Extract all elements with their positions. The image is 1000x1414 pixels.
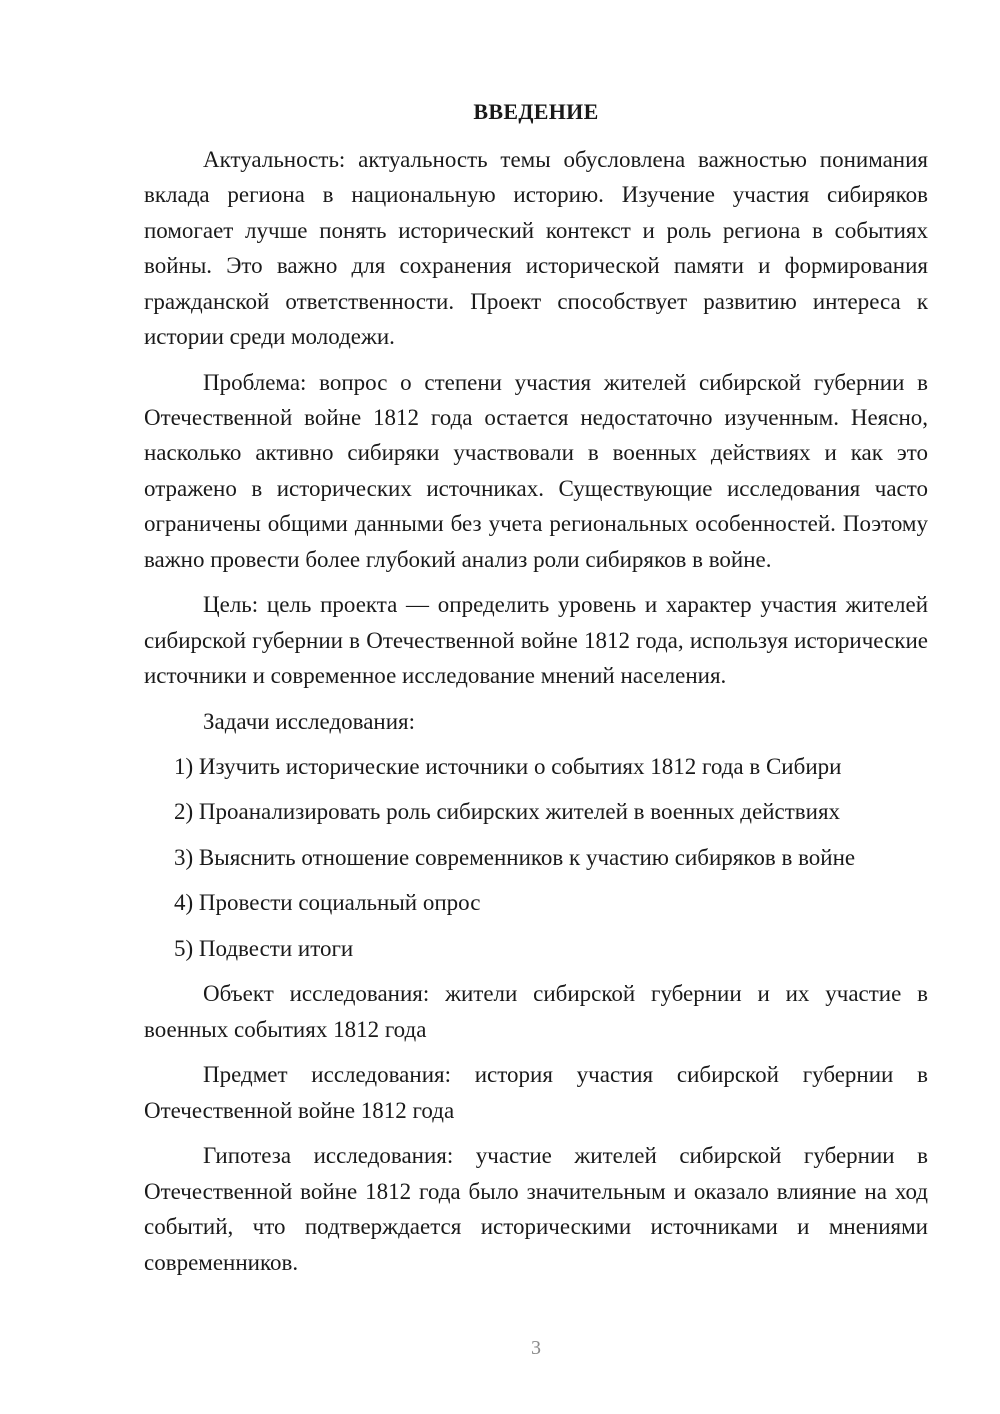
document-body (144, 142, 928, 1280)
task-item: 5) Подвести итоги (174, 935, 354, 961)
page-number: 3 (531, 1337, 541, 1359)
goal-paragraph: Цель: цель проекта — определить уровень и характер участия жителей сибирской губернии в Отечественной войне 1812 года, используя исторические источники и современное исследование мнений населения. (144, 592, 928, 689)
task-item: 1) Изучить исторические источники о событиях 1812 года в Сибири (174, 754, 842, 780)
relevance-paragraph: Актуальность: актуальность темы обусловлена важностью понимания вклада региона в национальную историю. Изучение участия сибиряков помогает лучше понять исторический контекст и роль региона в событиях войны. Это важно для сохранения исторической памяти и формирования гражданской ответственности. Проект способствует развитию интереса к истории среди молодежи. (144, 147, 928, 350)
object-paragraph: Объект исследования: жители сибирской губернии и их участие в военных событиях 1812 года (144, 981, 928, 1042)
hypothesis-paragraph: Гипотеза исследования: участие жителей сибирской губернии в Отечественной войне 1812 года было значительным и оказало влияние на ход событий, что подтверждается историческими источниками и мнениями современников. (144, 1143, 928, 1275)
tasks-list (144, 749, 928, 966)
task-item: 3) Выяснить отношение современников к участию сибиряков в войне (174, 844, 856, 870)
tasks-title: Задачи исследования: (203, 708, 416, 734)
task-item: 2) Проанализировать роль сибирских жителей в военных действиях (174, 799, 841, 825)
page-heading: ВВЕДЕНИЕ (473, 99, 599, 124)
task-item: 4) Провести социальный опрос (174, 890, 481, 916)
problem-paragraph: Проблема: вопрос о степени участия жителей сибирской губернии в Отечественной войне 1812 года остается недостаточно изученным. Неясно, насколько активно сибиряки участвовали в военных действиях и как это отражено в исторических источниках. Существующие исследования часто ограничены общими данными без учета региональных особенностей. Поэтому важно провести более глубокий анализ роли сибиряков в войне. (144, 369, 928, 572)
subject-paragraph: Предмет исследования: история участия сибирской губернии в Отечественной войне 1812 года (144, 1062, 928, 1123)
